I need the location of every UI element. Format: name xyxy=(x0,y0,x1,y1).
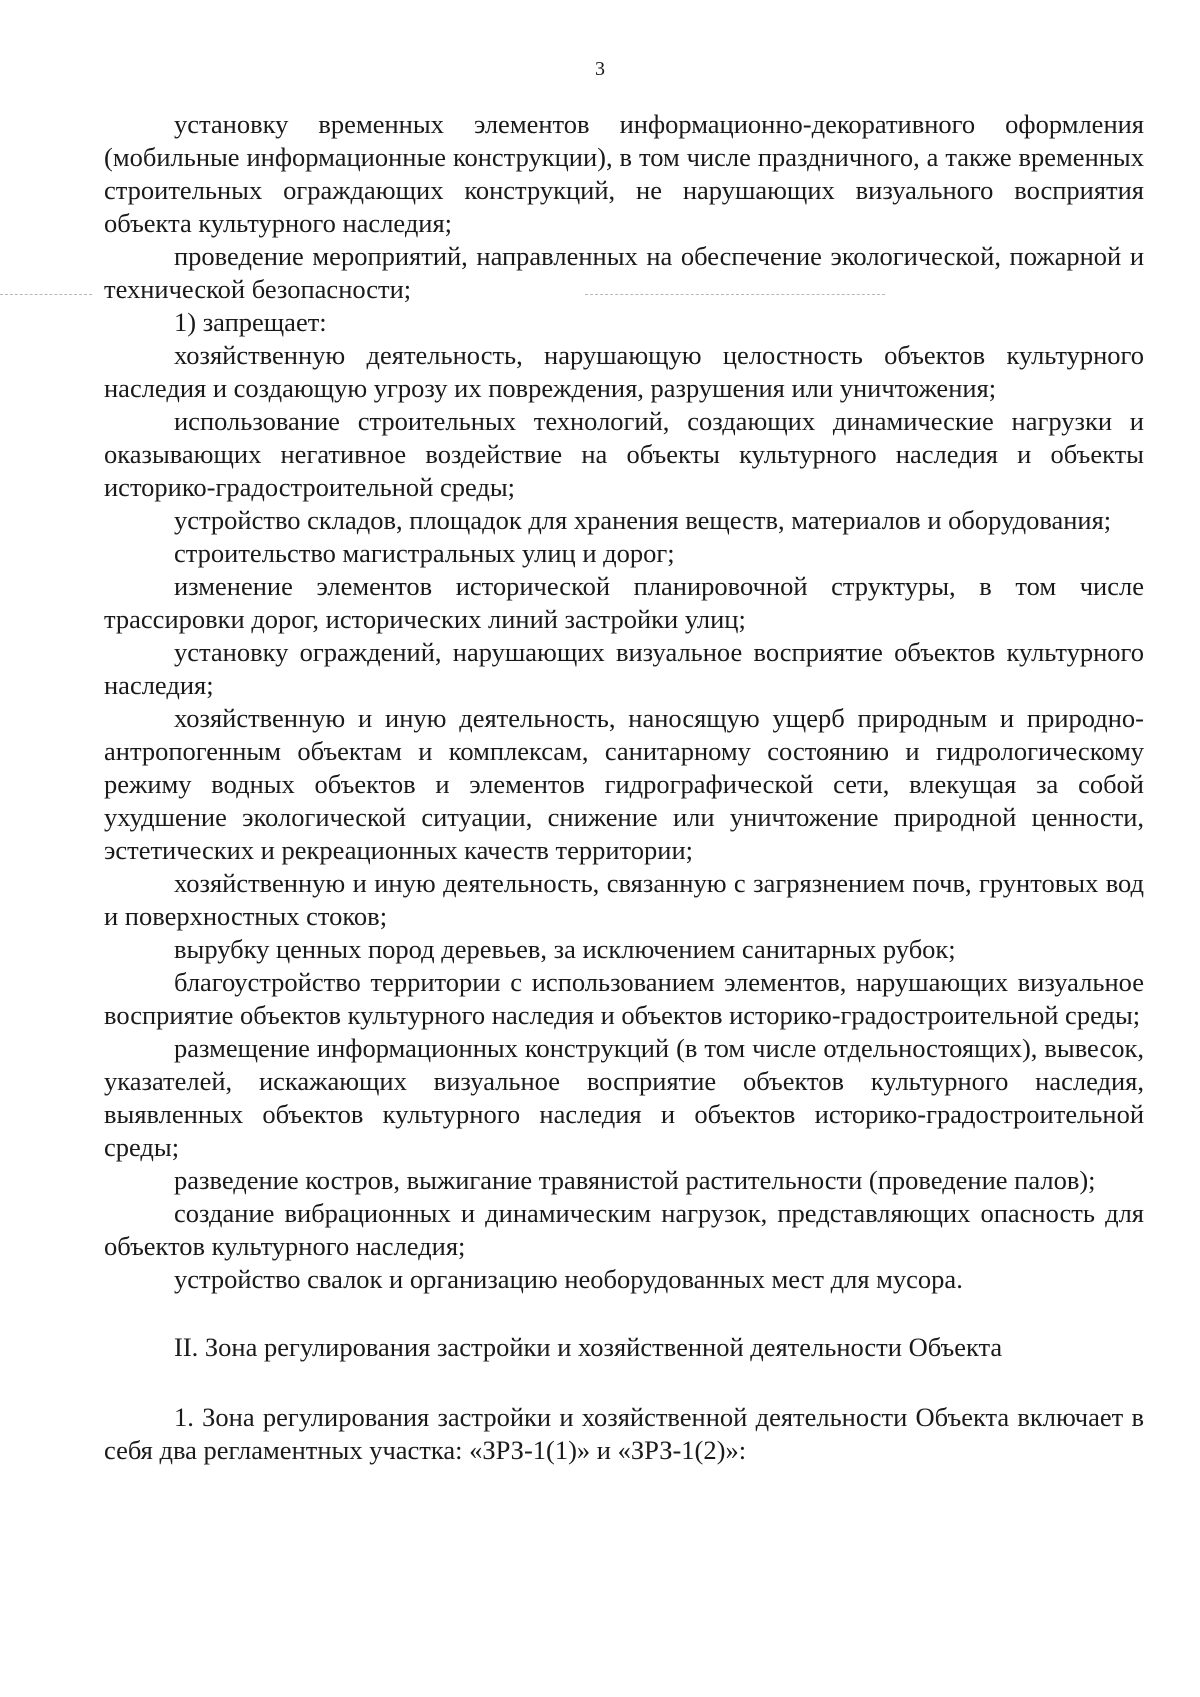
paragraph: создание вибрационных и динамическим нагрузок, представляющих опасность для объектов культурного наследия; xyxy=(104,1198,1144,1261)
scan-artifact-line xyxy=(0,294,92,295)
paragraph-list-marker: 1) запрещает: xyxy=(174,307,327,337)
paragraph: использование строительных технологий, создающих динамические нагрузки и оказывающих негативное воздействие на объекты культурного наследия и объекты историко-градостроительной среды; xyxy=(104,406,1144,502)
paragraph: вырубку ценных пород деревьев, за исключением санитарных рубок; xyxy=(174,934,956,964)
paragraph: хозяйственную и иную деятельность, наносящую ущерб природным и природно-антропогенным объектам и комплексам, санитарному состоянию и гидрологическому режиму водных объектов и элементов гидрографической сети, влекущая за собой ухудшение экологической ситуации, снижение или уничтожение природной ценности, эстетических и рекреационных качеств территории; xyxy=(104,703,1144,865)
paragraph: установку ограждений, нарушающих визуальное восприятие объектов культурного наследия; xyxy=(104,637,1144,700)
paragraph: разведение костров, выжигание травянистой растительности (проведение палов); xyxy=(174,1165,1096,1195)
paragraph: хозяйственную и иную деятельность, связанную с загрязнением почв, грунтовых вод и поверхностных стоков; xyxy=(104,868,1144,931)
paragraph: изменение элементов исторической планировочной структуры, в том числе трассировки дорог, исторических линий застройки улиц; xyxy=(104,571,1144,634)
page-number: 3 xyxy=(595,58,605,80)
paragraph: строительство магистральных улиц и дорог; xyxy=(174,538,675,568)
paragraph: устройство складов, площадок для хранения веществ, материалов и оборудования; xyxy=(174,505,1112,535)
section-heading: II. Зона регулирования застройки и хозяйственной деятельности Объекта xyxy=(174,1332,1003,1362)
paragraph: благоустройство территории с использованием элементов, нарушающих визуальное восприятие объектов культурного наследия и объектов историко-градостроительной среды; xyxy=(104,967,1144,1030)
document-body xyxy=(104,108,1144,1467)
paragraph: проведение мероприятий, направленных на обеспечение экологической, пожарной и технической безопасности; xyxy=(104,241,1144,304)
paragraph: устройство свалок и организацию необорудованных мест для мусора. xyxy=(174,1264,963,1294)
paragraph: размещение информационных конструкций (в том числе отдельностоящих), вывесок, указателей, искажающих визуальное восприятие объектов культурного наследия, выявленных объектов культурного наследия и объектов историко-градостроительной среды; xyxy=(104,1033,1144,1162)
section-paragraph: 1. Зона регулирования застройки и хозяйственной деятельности Объекта включает в себя два регламентных участка: «ЗРЗ-1(1)» и «ЗРЗ-1(2)»: xyxy=(104,1402,1144,1465)
paragraph: установку временных элементов информационно-декоративного оформления (мобильные информационные конструкции), в том числе праздничного, а также временных строительных ограждающих конструкций, не нарушающих визуального восприятия объекта культурного наследия; xyxy=(104,109,1144,238)
paragraph: хозяйственную деятельность, нарушающую целостность объектов культурного наследия и создающую угрозу их повреждения, разрушения или уничтожения; xyxy=(104,340,1144,403)
